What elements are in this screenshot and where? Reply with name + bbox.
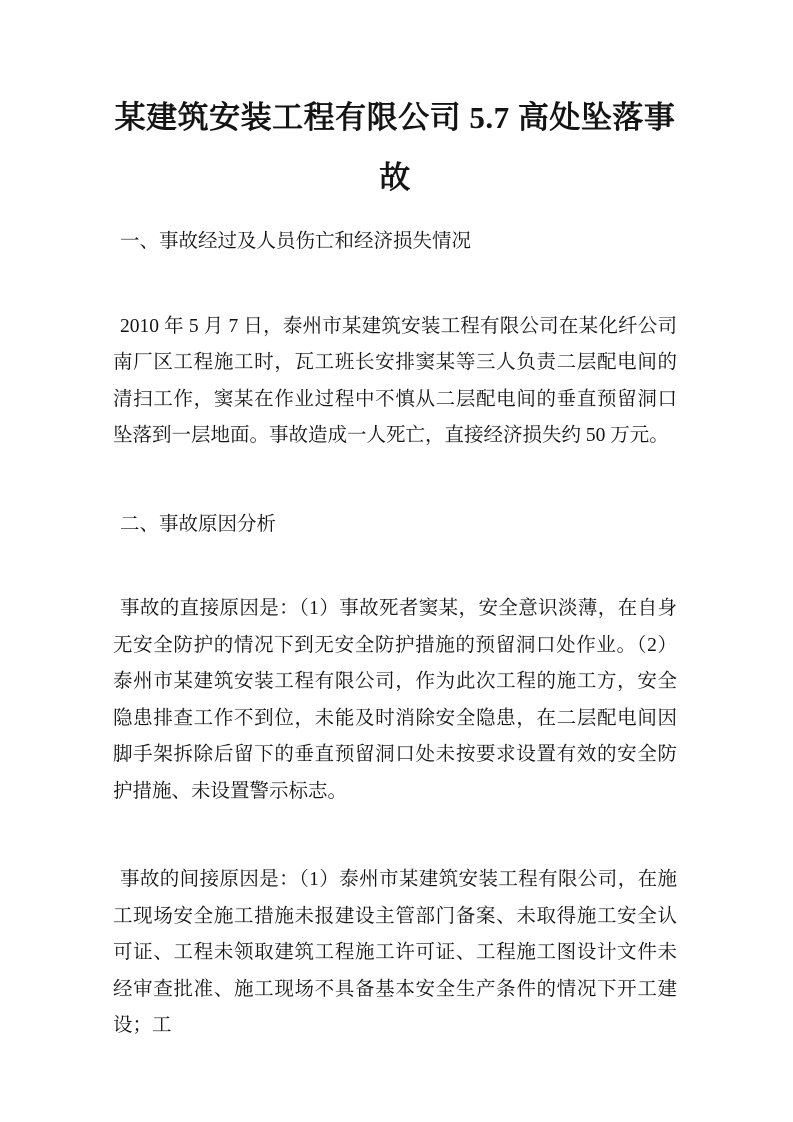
section-2-paragraph-2: 事故的间接原因是：（1）泰州市某建筑安装工程有限公司，在施工现场安全施工措施未报建设主管部门备案、未取得施工安全认可证、工程未领取建筑工程施工许可证、工程施工图设计文件未经审查批准、施工现场不具备基本安全生产条件的情况下开工建设；工 — [113, 869, 677, 1036]
section-2-heading: 二、事故原因分析 — [120, 513, 277, 535]
section-1-heading: 一、事故经过及人员伤亡和经济损失情况 — [120, 231, 472, 252]
section-2-paragraph-1: 事故的直接原因是：（1）事故死者窦某，安全意识淡薄，在自身无安全防护的情况下到无安全防护措施的预留洞口处作业。（2）泰州市某建筑安装工程有限公司，作为此次工程的施工方，安全隐患排查工作不到位，未能及时消除安全隐患，在二层配电间因脚手架拆除后留下的垂直预留洞口处未按要求设置有效的安全防护措施、未设置警示标志。 — [113, 598, 677, 802]
section-1-paragraph-1: 2010 年 5 月 7 日，泰州市某建筑安装工程有限公司在某化纤公司南厂区工程施工时，瓦工班长安排窦某等三人负责二层配电间的清扫工作，窦某在作业过程中不慎从二层配电间的垂直预留洞口坠落到一层地面。事故造成一人死亡，直接经济损失约 50 万元。 — [113, 315, 677, 446]
document-title: 某建筑安装工程有限公司 5.7 高处坠落事故 — [114, 100, 676, 195]
